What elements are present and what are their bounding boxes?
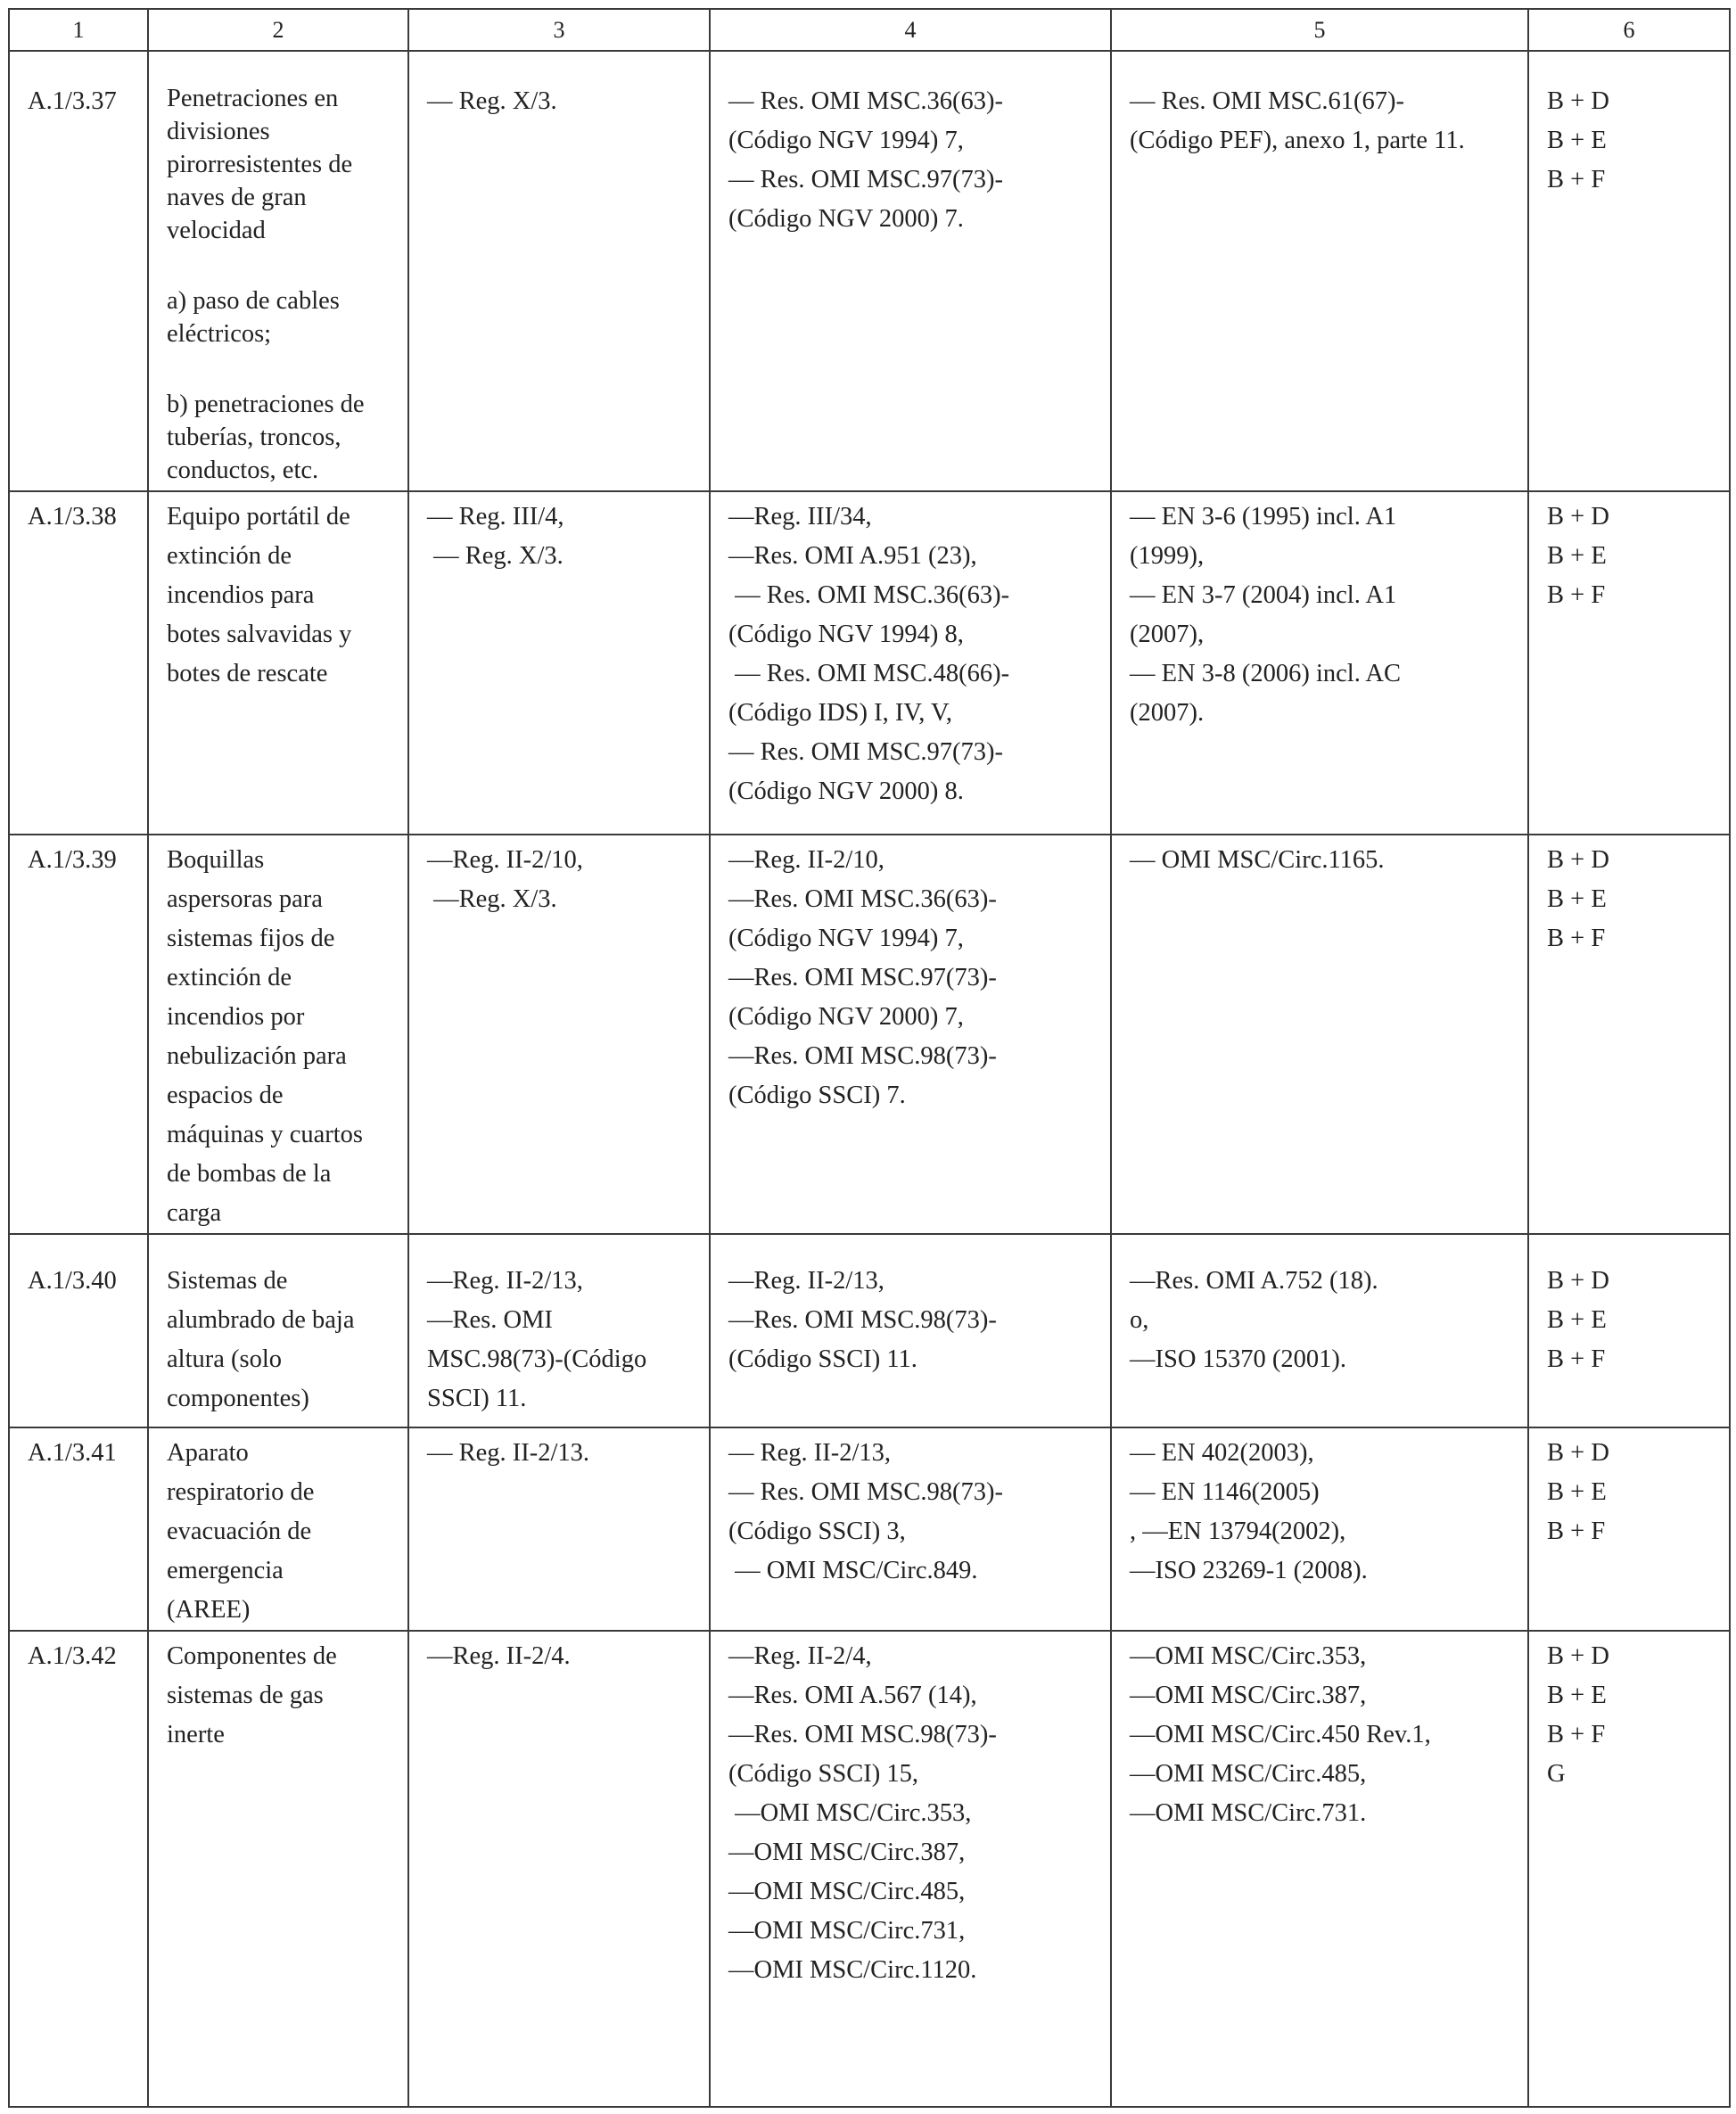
description-line: Aparato: [167, 1439, 249, 1467]
description-line: aspersoras para: [167, 885, 323, 913]
item-description: [148, 1427, 408, 1631]
description-line: extinción de: [167, 964, 292, 991]
module-line: B + F: [1547, 1345, 1606, 1373]
module-line: B + D: [1547, 1439, 1609, 1467]
header-row: [9, 9, 1730, 51]
testing-standards: [1111, 491, 1528, 835]
text-line: — Reg. II-2/13,: [728, 1439, 892, 1467]
module-line: B + E: [1547, 1306, 1607, 1334]
module-line: B + E: [1547, 1682, 1607, 1709]
text-line: (Código NGV 1994) 7,: [728, 127, 964, 154]
text-line: (Código NGV 2000) 7.: [728, 205, 964, 233]
conformity-modules: [1528, 1234, 1730, 1427]
imo-instruments: [710, 835, 1111, 1234]
description-line: (AREE): [167, 1596, 251, 1624]
text-line: (Código SSCI) 11.: [728, 1345, 917, 1373]
text-line: — EN 1146(2005): [1130, 1478, 1320, 1506]
text-line: (1999),: [1130, 542, 1205, 570]
testing-standards: [1111, 1427, 1528, 1631]
text-line: —Res. OMI MSC.98(73)-: [728, 1306, 997, 1334]
description-line: botes salvavidas y: [167, 621, 352, 648]
column-header: 6: [1528, 9, 1730, 51]
module-line: B + E: [1547, 1478, 1607, 1506]
text-line: — Res. OMI MSC.98(73)-: [728, 1478, 1003, 1506]
text-line: —Res. OMI MSC.98(73)-: [728, 1042, 997, 1070]
conformity-modules: [1528, 51, 1730, 491]
text-line: (Código NGV 2000) 7,: [728, 1003, 964, 1031]
text-line: — OMI MSC/Circ.1165.: [1130, 846, 1385, 874]
conformity-modules: [1528, 491, 1730, 835]
text-line: —Reg. II-2/13,: [728, 1267, 884, 1295]
module-line: B + E: [1547, 542, 1607, 570]
text-line: —Reg. II-2/4.: [427, 1642, 571, 1670]
table-row: [9, 491, 1730, 835]
module-line: B + E: [1547, 885, 1607, 913]
description-line: sistemas fijos de: [167, 925, 335, 952]
text-line: (Código PEF), anexo 1, parte 11.: [1130, 127, 1465, 154]
description-line: carga: [167, 1199, 222, 1227]
text-line: (Código NGV 2000) 8.: [728, 777, 964, 805]
solas-regulation: [408, 1427, 710, 1631]
text-line: —Reg. II-2/10,: [427, 846, 583, 874]
description-line: extinción de: [167, 542, 292, 570]
description-line: incendios para: [167, 581, 315, 609]
text-line: —Res. OMI A.951 (23),: [728, 542, 977, 570]
description-line: espacios de: [167, 1082, 284, 1109]
column-header: 4: [710, 9, 1111, 51]
description-line: incendios por: [167, 1003, 305, 1031]
description-line: Componentes de: [167, 1642, 337, 1670]
regulation-table: [8, 8, 1731, 2108]
description-line: respiratorio de: [167, 1478, 315, 1506]
text-line: —OMI MSC/Circ.387,: [1130, 1682, 1367, 1709]
item-description: [148, 1631, 408, 2107]
text-line: — EN 3-7 (2004) incl. A1: [1130, 581, 1397, 609]
description-line: máquinas y cuartos: [167, 1121, 364, 1148]
text-line: —Reg. II-2/4,: [728, 1642, 872, 1670]
text-line: —Res. OMI A.567 (14),: [728, 1682, 977, 1709]
text-line: —ISO 23269-1 (2008).: [1130, 1557, 1368, 1584]
item-code: A.1/3.37: [9, 51, 148, 491]
solas-regulation: [408, 1234, 710, 1427]
text-line: —Res. OMI MSC.97(73)-: [728, 964, 997, 991]
module-line: B + D: [1547, 1642, 1609, 1670]
module-line: B + F: [1547, 166, 1606, 193]
text-line: — Reg. II-2/13.: [427, 1439, 590, 1467]
description-line: inerte: [167, 1721, 225, 1748]
text-line: —Res. OMI: [427, 1306, 553, 1334]
text-line: —Res. OMI A.752 (18).: [1130, 1267, 1378, 1295]
conformity-modules: [1528, 835, 1730, 1234]
text-line: —Reg. II-2/13,: [427, 1267, 583, 1295]
imo-instruments: [710, 1234, 1111, 1427]
text-line: —OMI MSC/Circ.353,: [1130, 1642, 1367, 1670]
text-line: —Reg. X/3.: [427, 885, 557, 913]
description-line: evacuación de: [167, 1518, 312, 1545]
description-line: componentes): [167, 1385, 309, 1412]
text-line: — EN 3-8 (2006) incl. AC: [1130, 660, 1401, 687]
item-code: A.1/3.42: [9, 1631, 148, 2107]
text-line: , —EN 13794(2002),: [1130, 1518, 1346, 1545]
imo-instruments: [710, 1631, 1111, 2107]
column-header: 3: [408, 9, 710, 51]
description-line: botes de rescate: [167, 660, 328, 687]
module-line: B + D: [1547, 1267, 1609, 1295]
text-line: — Res. OMI MSC.36(63)-: [728, 581, 1010, 609]
description-line: Equipo portátil de: [167, 503, 350, 531]
text-line: — Reg. III/4,: [427, 503, 564, 531]
module-line: G: [1547, 1760, 1566, 1788]
description-line: emergencia: [167, 1557, 284, 1584]
text-line: (Código SSCI) 3,: [728, 1518, 906, 1545]
description-line: b) penetraciones de tuberías, troncos, conductos, etc.: [167, 391, 365, 484]
imo-instruments: [710, 51, 1111, 491]
text-line: —OMI MSC/Circ.731.: [1130, 1799, 1367, 1827]
imo-instruments: [710, 1427, 1111, 1631]
testing-standards: [1111, 1631, 1528, 2107]
text-line: — Reg. X/3.: [427, 542, 564, 570]
module-line: B + E: [1547, 127, 1607, 154]
description-line: altura (solo: [167, 1345, 283, 1373]
text-line: —Reg. III/34,: [728, 503, 872, 531]
module-line: B + D: [1547, 503, 1609, 531]
text-line: o,: [1130, 1306, 1149, 1334]
text-line: (Código NGV 1994) 7,: [728, 925, 964, 952]
module-line: B + F: [1547, 1721, 1606, 1748]
testing-standards: [1111, 51, 1528, 491]
text-line: (2007).: [1130, 699, 1205, 727]
table-row: [9, 1234, 1730, 1427]
conformity-modules: [1528, 1631, 1730, 2107]
text-line: MSC.98(73)-(Código: [427, 1345, 647, 1373]
text-line: —OMI MSC/Circ.353,: [728, 1799, 972, 1827]
column-header: 5: [1111, 9, 1528, 51]
text-line: — Res. OMI MSC.48(66)-: [728, 660, 1010, 687]
text-line: —OMI MSC/Circ.387,: [728, 1838, 966, 1866]
description-line: Penetraciones en divisiones pirorresistentes de naves de gran velocidad: [167, 85, 353, 244]
solas-regulation: [408, 491, 710, 835]
item-code: A.1/3.39: [9, 835, 148, 1234]
conformity-modules: [1528, 1427, 1730, 1631]
item-description: [148, 1234, 408, 1427]
text-line: (Código SSCI) 7.: [728, 1082, 906, 1109]
module-line: B + D: [1547, 846, 1609, 874]
item-code: A.1/3.40: [9, 1234, 148, 1427]
text-line: —OMI MSC/Circ.731,: [728, 1917, 966, 1945]
module-line: B + F: [1547, 1518, 1606, 1545]
description-line: a) paso de cables eléctricos;: [167, 287, 340, 348]
text-line: (Código NGV 1994) 8,: [728, 621, 964, 648]
text-line: —OMI MSC/Circ.485,: [1130, 1760, 1367, 1788]
testing-standards: [1111, 1234, 1528, 1427]
description-line: alumbrado de baja: [167, 1306, 355, 1334]
item-code: A.1/3.38: [9, 491, 148, 835]
description-line: nebulización para: [167, 1042, 347, 1070]
text-line: —OMI MSC/Circ.450 Rev.1,: [1130, 1721, 1431, 1748]
solas-regulation: [408, 1631, 710, 2107]
table-row: [9, 835, 1730, 1234]
solas-regulation: [408, 51, 710, 491]
description-line: Boquillas: [167, 846, 265, 874]
text-line: — Res. OMI MSC.97(73)-: [728, 166, 1003, 193]
text-line: — Reg. X/3.: [427, 87, 557, 115]
testing-standards: [1111, 835, 1528, 1234]
text-line: — OMI MSC/Circ.849.: [728, 1557, 978, 1584]
module-line: B + F: [1547, 581, 1606, 609]
text-line: —OMI MSC/Circ.1120.: [728, 1956, 977, 1984]
column-header: 2: [148, 9, 408, 51]
item-description: [148, 51, 408, 491]
table-row: [9, 1427, 1730, 1631]
imo-instruments: [710, 491, 1111, 835]
text-line: (Código IDS) I, IV, V,: [728, 699, 952, 727]
text-line: —Res. OMI MSC.36(63)-: [728, 885, 997, 913]
description-line: de bombas de la: [167, 1160, 332, 1188]
module-line: B + D: [1547, 87, 1609, 115]
text-line: —OMI MSC/Circ.485,: [728, 1878, 966, 1905]
text-line: (2007),: [1130, 621, 1205, 648]
solas-regulation: [408, 835, 710, 1234]
item-description: [148, 491, 408, 835]
text-line: —ISO 15370 (2001).: [1130, 1345, 1347, 1373]
text-line: —Reg. II-2/10,: [728, 846, 884, 874]
description-line: sistemas de gas: [167, 1682, 324, 1709]
item-description: [148, 835, 408, 1234]
module-line: B + F: [1547, 925, 1606, 952]
text-line: — EN 402(2003),: [1130, 1439, 1314, 1467]
text-line: SSCI) 11.: [427, 1385, 527, 1412]
table-row: [9, 51, 1730, 491]
table-row: [9, 1631, 1730, 2107]
description-line: Sistemas de: [167, 1267, 288, 1295]
text-line: — Res. OMI MSC.36(63)-: [728, 87, 1003, 115]
item-code: A.1/3.41: [9, 1427, 148, 1631]
column-header: 1: [9, 9, 148, 51]
text-line: — Res. OMI MSC.97(73)-: [728, 738, 1003, 766]
text-line: (Código SSCI) 15,: [728, 1760, 918, 1788]
text-line: —Res. OMI MSC.98(73)-: [728, 1721, 997, 1748]
text-line: — Res. OMI MSC.61(67)-: [1130, 87, 1404, 115]
text-line: — EN 3-6 (1995) incl. A1: [1130, 503, 1397, 531]
